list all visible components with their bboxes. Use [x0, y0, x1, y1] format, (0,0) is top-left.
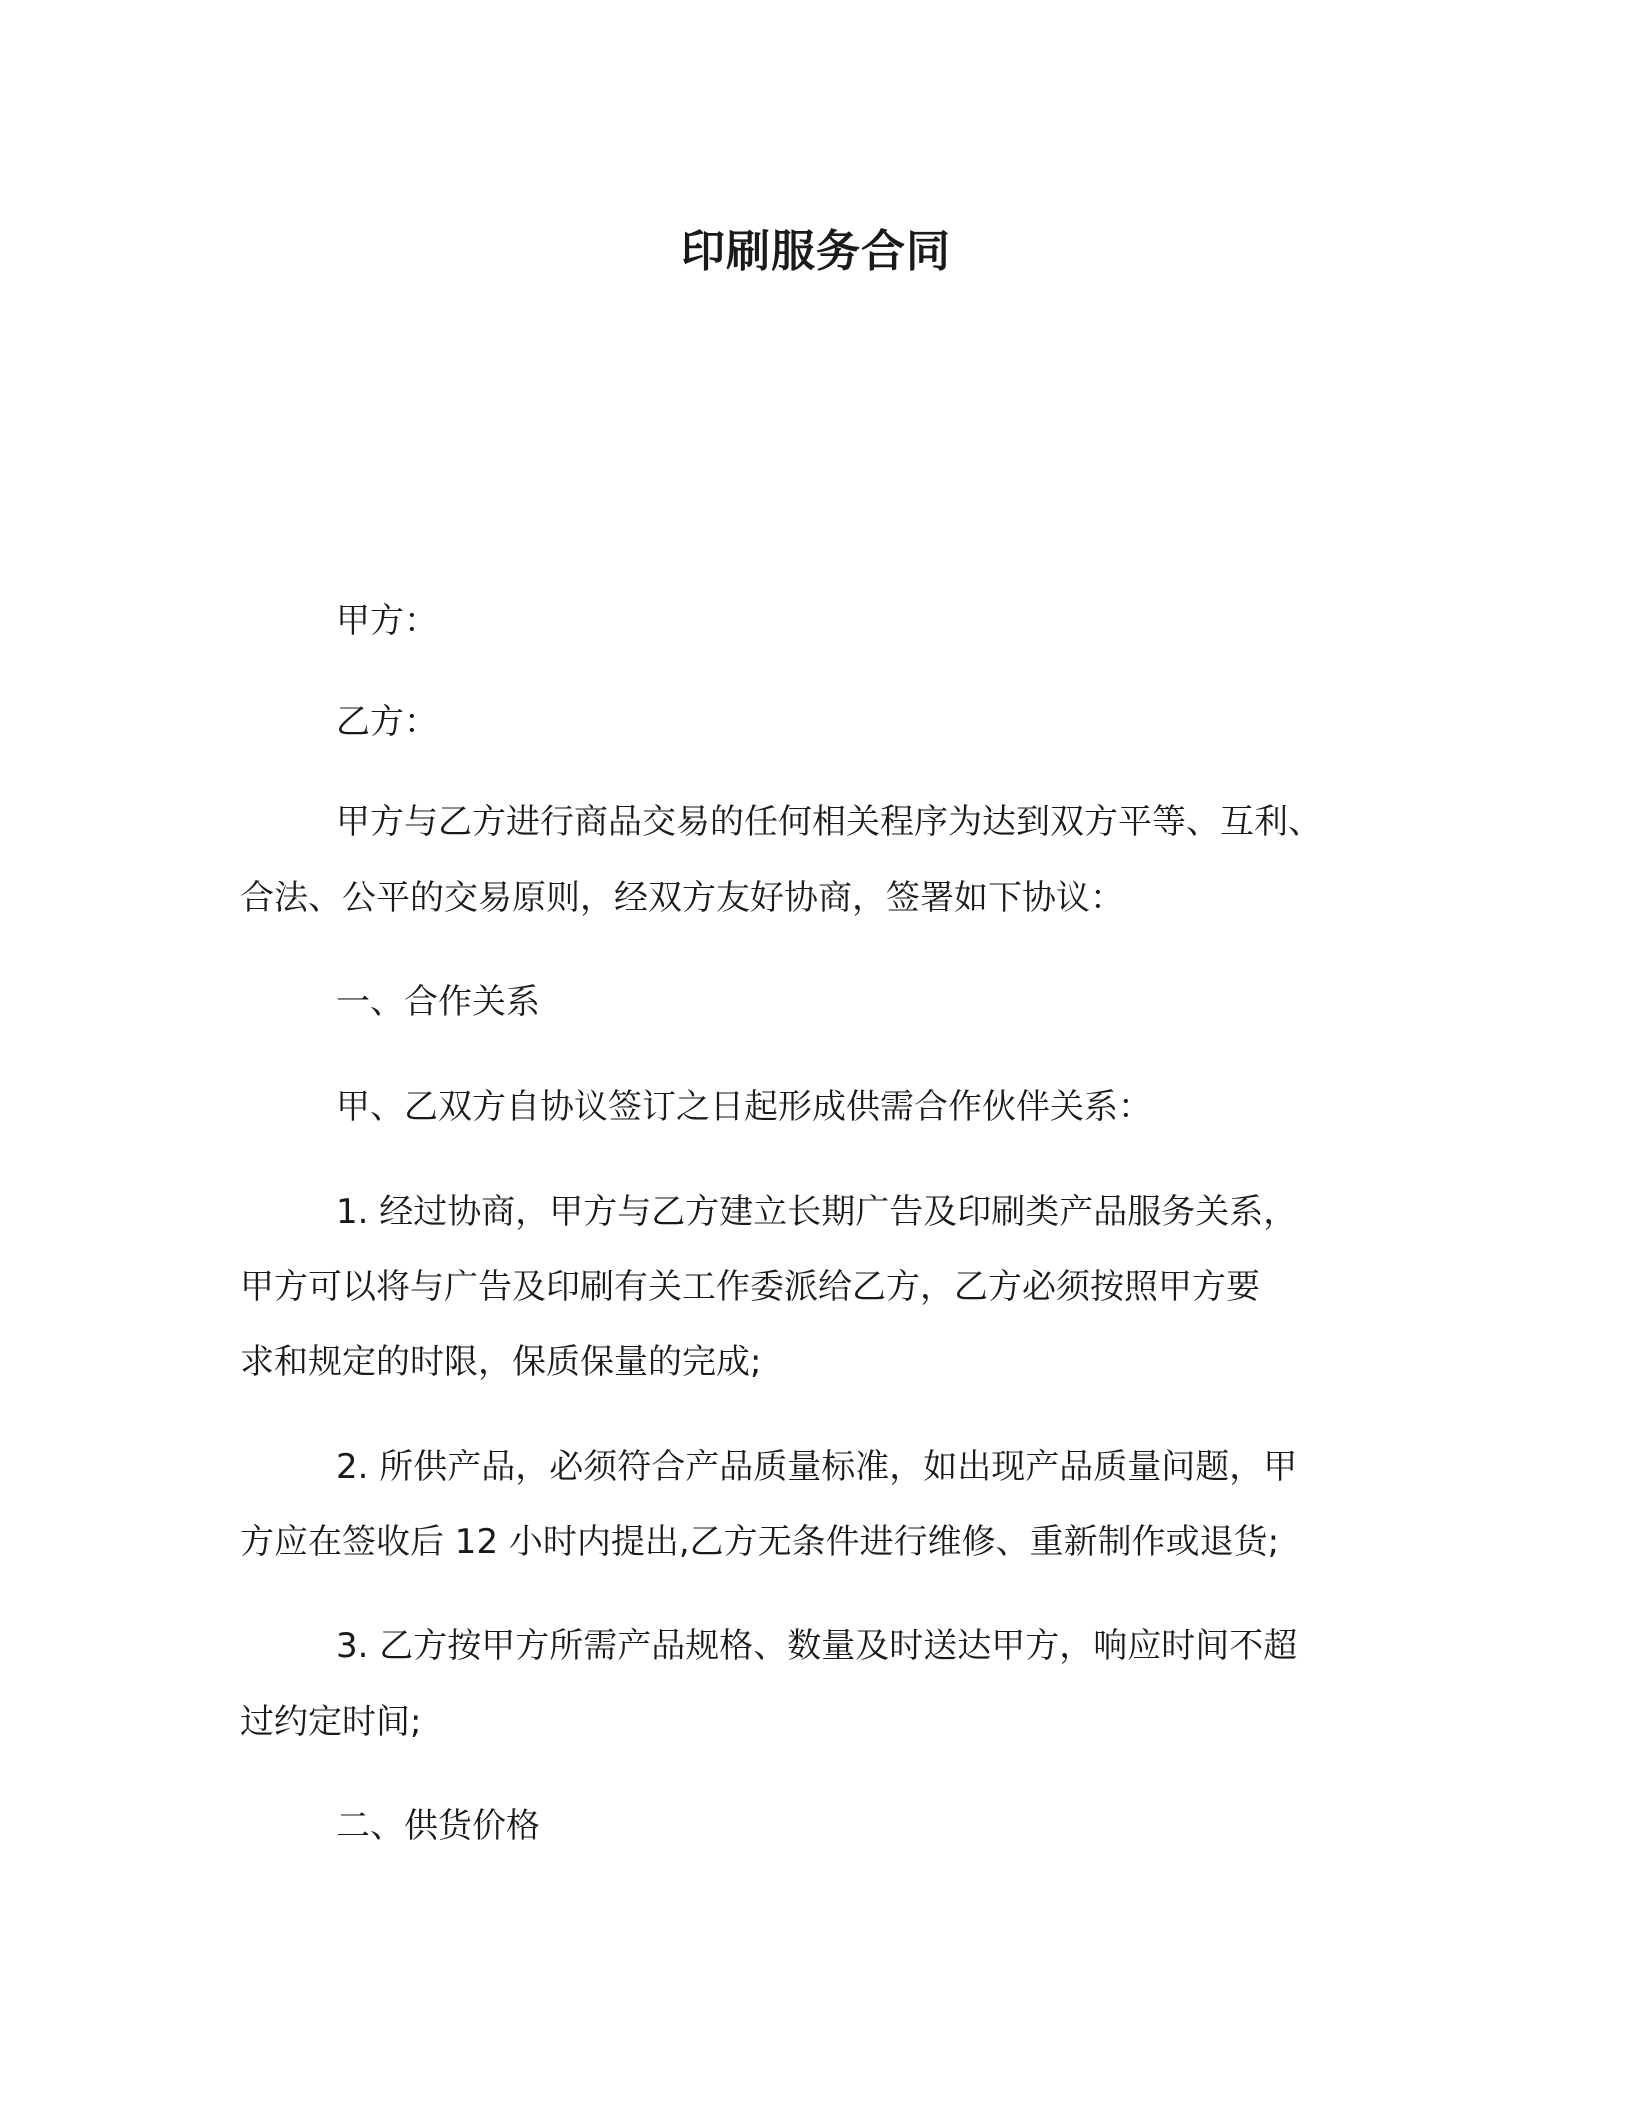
document-title: 印刷服务合同	[681, 226, 951, 277]
intro-line-2: 合法、公平的交易原则，经双方友好协商，签署如下协议：	[240, 878, 1124, 918]
section-2-heading: 二、供货价格	[336, 1806, 540, 1846]
intro-line-1: 甲方与乙方进行商品交易的任何相关程序为达到双方平等、互利、	[336, 802, 1322, 842]
clause-1-line-3: 求和规定的时限，保质保量的完成;	[240, 1342, 762, 1382]
clause-2-line-1: 2. 所供产品，必须符合产品质量标准，如出现产品质量问题，甲	[336, 1447, 1298, 1487]
clause-3-line-2: 过约定时间;	[240, 1702, 422, 1742]
clause-3-line-1: 3. 乙方按甲方所需产品规格、数量及时送达甲方，响应时间不超	[336, 1626, 1298, 1666]
section-1-intro: 甲、乙双方自协议签订之日起形成供需合作伙伴关系：	[336, 1087, 1152, 1127]
clause-2-line-2: 方应在签收后 12 小时内提出,乙方无条件进行维修、重新制作或退货;	[240, 1522, 1280, 1562]
clause-1-line-1: 1. 经过协商，甲方与乙方建立长期广告及印刷类产品服务关系，	[336, 1192, 1298, 1232]
clause-1-line-2: 甲方可以将与广告及印刷有关工作委派给乙方，乙方必须按照甲方要	[240, 1267, 1260, 1307]
party-a-label: 甲方：	[336, 601, 438, 641]
section-1-heading: 一、合作关系	[336, 982, 540, 1022]
party-b-label: 乙方：	[336, 702, 438, 742]
